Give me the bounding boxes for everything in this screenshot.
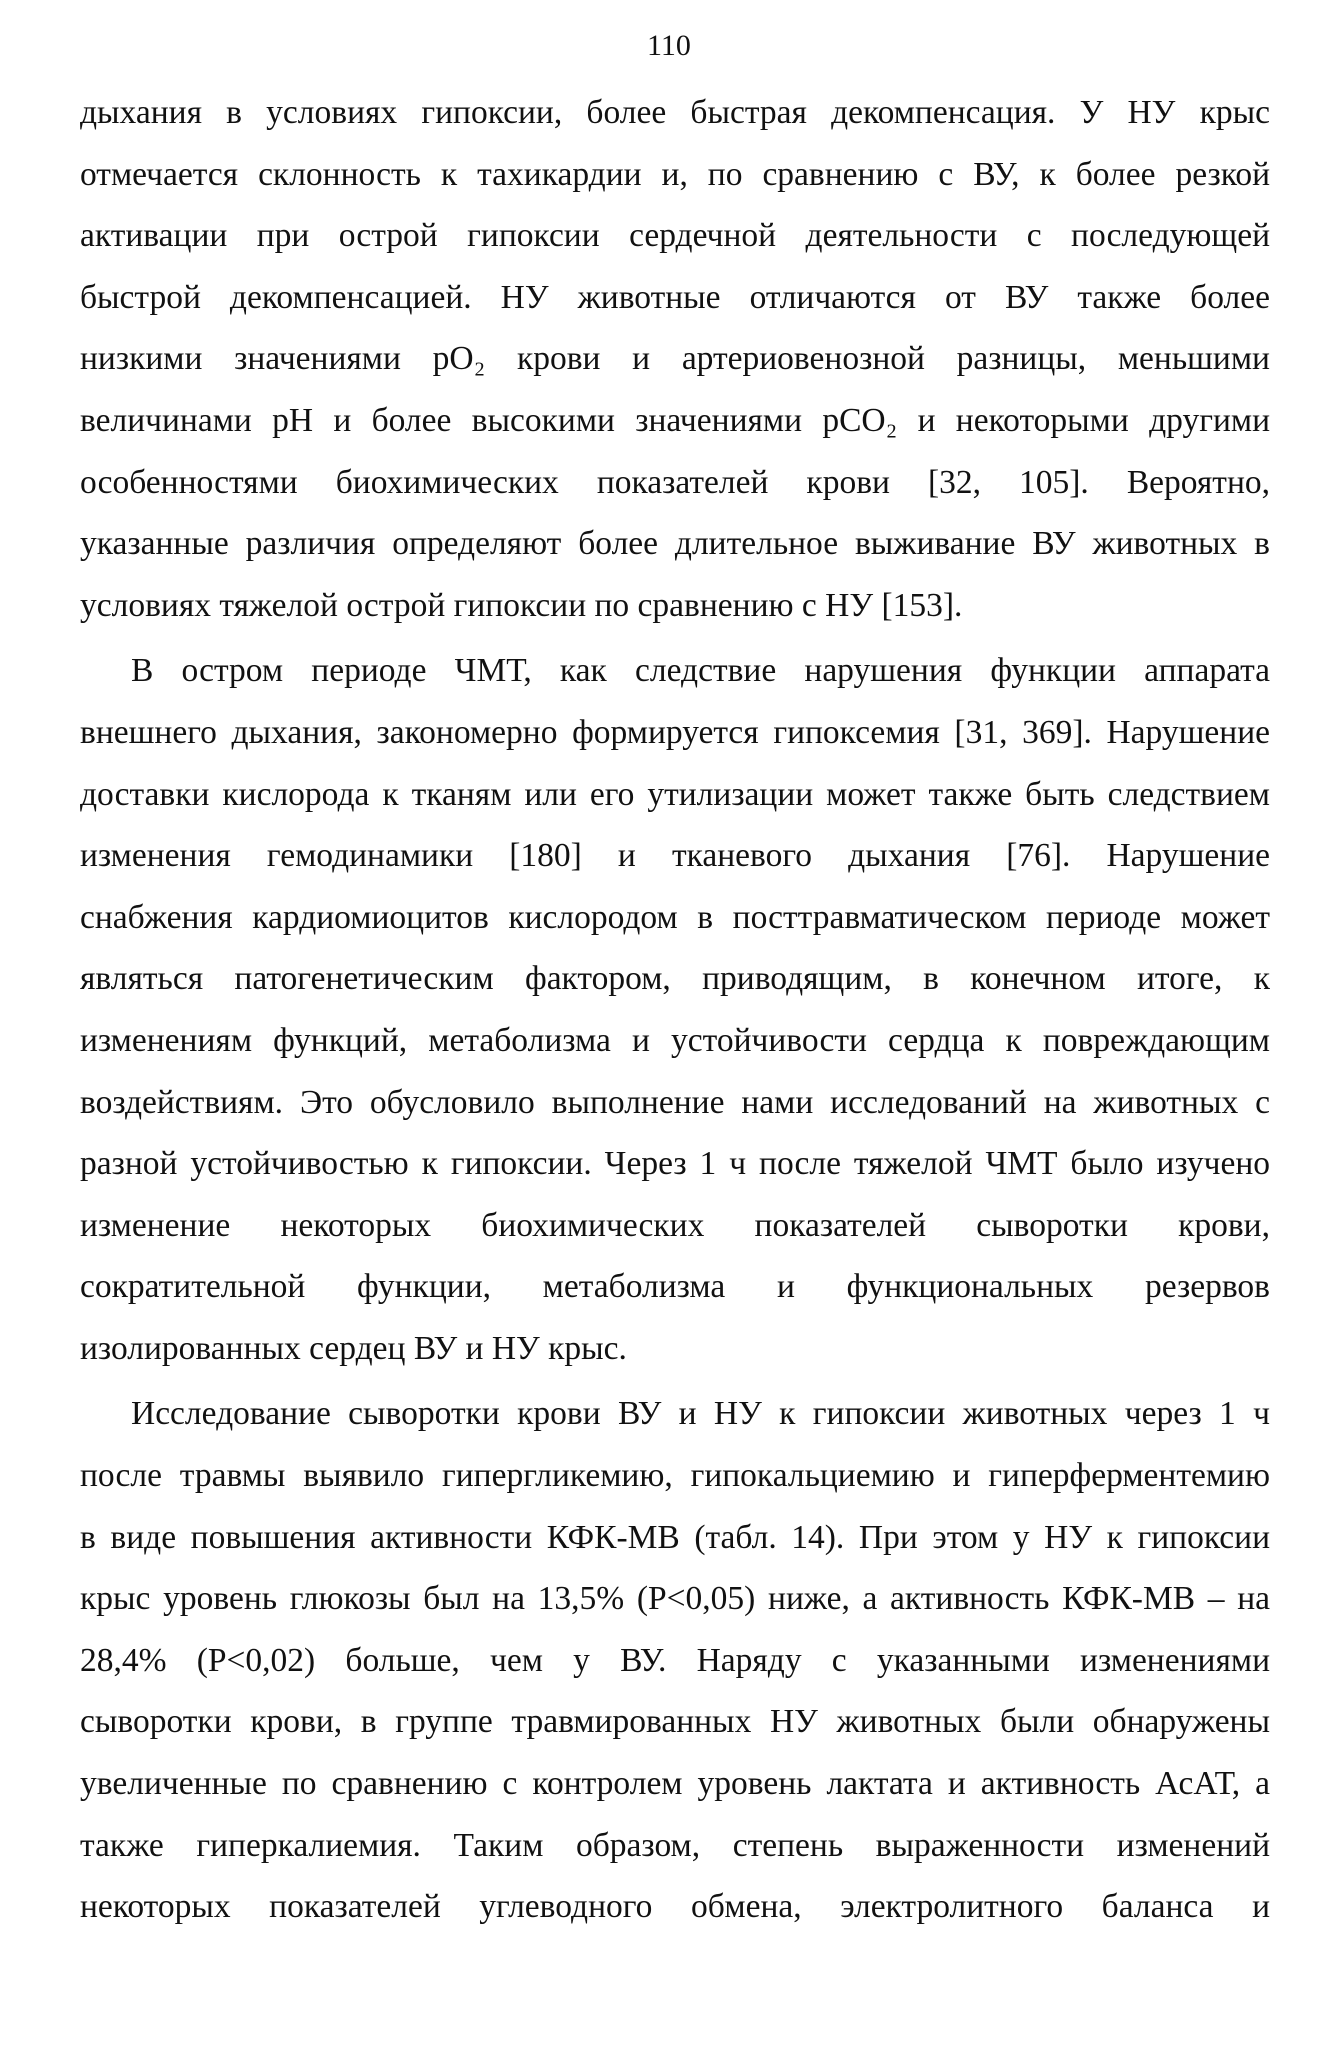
text-line: крыс уровень глюкозы был на 13,5% (P<0,05) ниже, а активность КФК-МВ – на (80, 1580, 1270, 1618)
body-text (80, 82, 1270, 1938)
text-line: дыхания в условиях гипоксии, более быстрая декомпенсация. У НУ крыс (80, 94, 1270, 131)
text-line: быстрой декомпенсацией. НУ животные отличаются от ВУ также более (80, 278, 1270, 316)
paragraph-3 (80, 1383, 1270, 1937)
text-line: изолированных сердец ВУ и НУ крыс. (80, 1329, 627, 1367)
page-number: 110 (647, 29, 691, 62)
text-line: сыворотки крови, в группе травмированных НУ животных были обнаружены (80, 1703, 1270, 1741)
paragraph-1 (80, 82, 1270, 636)
text-line: сократительной функции, метаболизма и функциональных резервов (80, 1268, 1270, 1306)
paragraph-2 (80, 640, 1270, 1379)
text-line: отмечается склонность к тахикардии и, по сравнению с ВУ, к более резкой (80, 155, 1270, 193)
text-line: внешнего дыхания, закономерно формируется гипоксемия [31, 369]. Нарушение (80, 713, 1270, 751)
text-line: изменениям функций, метаболизма и устойчивости сердца к повреждающим (80, 1021, 1270, 1059)
text-line: особенностями биохимических показателей крови [32, 105]. Вероятно, (80, 463, 1270, 501)
text-line: после травмы выявило гипергликемию, гипокальциемию и гиперферментемию (80, 1457, 1270, 1495)
text-line: величинами pH и более высокими значениями pCO₂ и некоторыми другими (80, 401, 1270, 439)
text-line: являться патогенетическим фактором, приводящим, в конечном итоге, к (80, 960, 1270, 998)
text-line: в виде повышения активности КФК-МВ (табл. 14). При этом у НУ к гипоксии (80, 1518, 1270, 1556)
text-line: низкими значениями pO₂ крови и артериовенозной разницы, меньшими (80, 340, 1270, 378)
text-line: некоторых показателей углеводного обмена, электролитного баланса и (80, 1888, 1270, 1926)
text-line: указанные различия определяют более длительное выживание ВУ животных в (80, 525, 1270, 563)
text-line: В остром периоде ЧМТ, как следствие нарушения функции аппарата (131, 652, 1270, 690)
text-line: изменения гемодинамики [180] и тканевого дыхания [76]. Нарушение (80, 837, 1270, 875)
text-line: изменение некоторых биохимических показателей сыворотки крови, (80, 1206, 1270, 1244)
text-line: воздействиям. Это обусловило выполнение нами исследований на животных с (80, 1083, 1270, 1121)
text-line: разной устойчивостью к гипоксии. Через 1 ч после тяжелой ЧМТ было изучено (80, 1145, 1270, 1183)
text-line: также гиперкалиемия. Таким образом, степень выраженности изменений (80, 1826, 1270, 1864)
text-line: доставки кислорода к тканям или его утилизации может также быть следствием (80, 775, 1270, 813)
text-line: снабжения кардиомиоцитов кислородом в посттравматическом периоде может (80, 898, 1270, 936)
text-line: активации при острой гипоксии сердечной деятельности с последующей (80, 217, 1270, 255)
text-line: увеличенные по сравнению с контролем уровень лактата и активность АсАТ, а (80, 1765, 1270, 1803)
text-line: условиях тяжелой острой гипоксии по сравнению с НУ [153]. (80, 586, 963, 624)
text-line: 28,4% (P<0,02) больше, чем у ВУ. Наряду с указанными изменениями (80, 1641, 1270, 1679)
text-line: Исследование сыворотки крови ВУ и НУ к гипоксии животных через 1 ч (131, 1395, 1270, 1433)
